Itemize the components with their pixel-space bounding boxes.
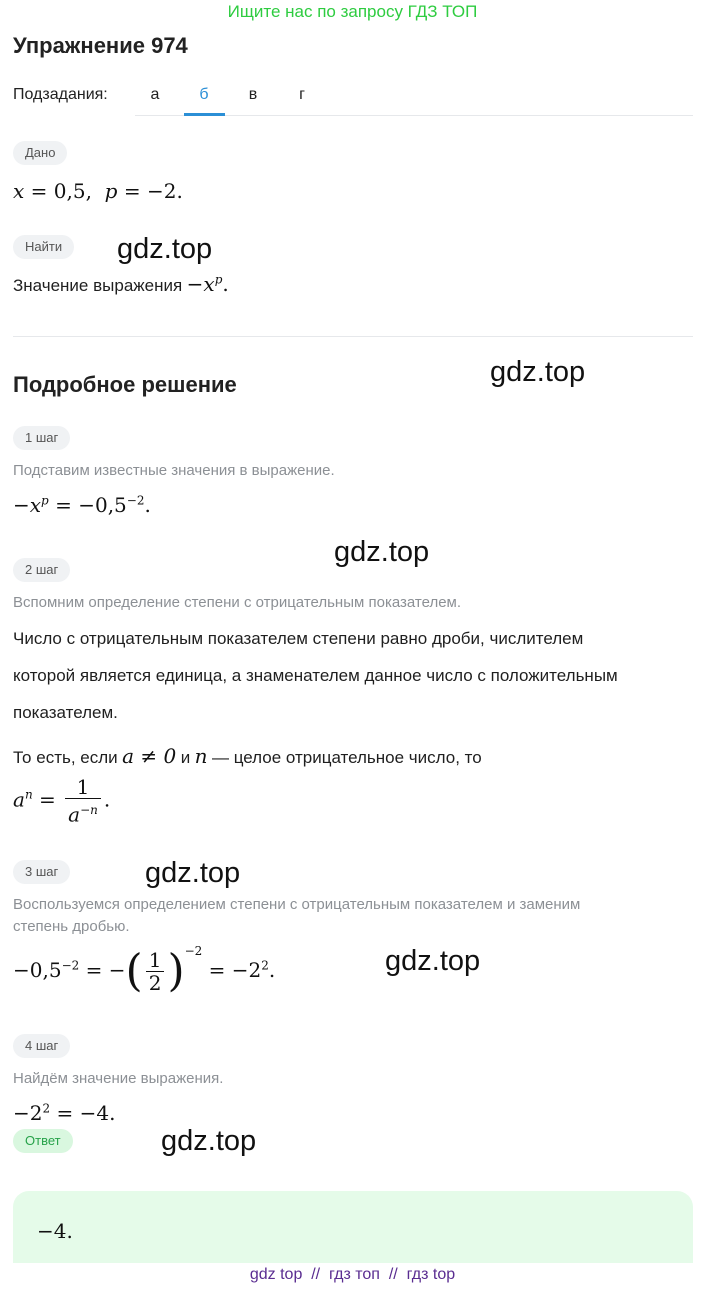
step-4-math: $-2^2 = -4$. (13, 1101, 116, 1125)
step-4-hint: Найдём значение выражения. (13, 1070, 224, 1087)
find-text: Значение выражения (13, 276, 183, 295)
tab-a[interactable]: а (150, 86, 160, 103)
step-1-math: $-x^p = -0,5^{-2}$. (13, 493, 151, 517)
step-2-formula: $a^n$ = $\frac{1}{a^{-n}}$ . (13, 775, 111, 827)
step-2-line-1: Число с отрицательным показателем степени равно дроби, числителем (13, 629, 584, 648)
page-title: Упражнение 974 (13, 33, 188, 58)
tab-g[interactable]: г (299, 86, 305, 103)
solution-title: Подробное решение (13, 372, 237, 397)
answer-value: −4. (37, 1219, 73, 1243)
step-2-condition: То есть, если a ≠ 0 и n — целое отрицательное число, то (13, 744, 482, 768)
step-1-hint: Подставим известные значения в выражение. (13, 462, 335, 479)
watermark: gdz.top (385, 945, 481, 977)
footer (0, 1266, 705, 1284)
step-2-line-2: которой является единица, а знаменателем данное число с положительным (13, 666, 618, 685)
tab-b[interactable]: б (199, 86, 209, 103)
watermark: gdz.top (145, 857, 241, 889)
given-badge: Дано (13, 141, 67, 165)
watermark: gdz.top (334, 536, 430, 568)
section-divider (13, 336, 693, 337)
watermark: gdz.top (490, 356, 586, 388)
find-line (13, 272, 229, 296)
watermark: gdz.top (161, 1125, 257, 1157)
step-3-badge: 3 шаг (13, 860, 70, 884)
watermark: gdz.top (117, 233, 213, 265)
find-badge: Найти (13, 235, 74, 259)
tab-active-underline (184, 113, 225, 116)
step-3-hint-1: Воспользуемся определением степени с отрицательным показателем и заменим (13, 896, 581, 913)
footer-separator: // (388, 1266, 398, 1283)
step-3-math: $-0,5^{-2}$ = −( $\frac{1}{2}$ )$^{-2} = -2^2$. (13, 944, 276, 997)
top-banner: Ищите нас по запросу ГДЗ ТОП (227, 2, 478, 21)
footer-link-1[interactable]: gdz top (249, 1266, 303, 1283)
step-4-badge: 4 шаг (13, 1034, 70, 1058)
answer-badge: Ответ (13, 1129, 73, 1153)
find-expr: $-x^p$. (186, 272, 229, 296)
step-1-badge: 1 шаг (13, 426, 70, 450)
step-2-line-3: показателем. (13, 703, 118, 722)
subtasks-label: Подзадания: (13, 86, 108, 103)
step-2-badge: 2 шаг (13, 558, 70, 582)
answer-box (13, 1191, 693, 1263)
given-math: x = 0,5, p = −2. (13, 179, 183, 203)
footer-separator: // (311, 1266, 321, 1283)
step-3-hint-2: степень дробью. (13, 918, 130, 935)
step-2-hint: Вспомним определение степени с отрицательным показателем. (13, 594, 462, 611)
footer-link-2[interactable]: гдз топ (329, 1266, 380, 1283)
tab-v[interactable]: в (248, 86, 258, 103)
footer-link-3[interactable]: гдз top (406, 1266, 456, 1283)
